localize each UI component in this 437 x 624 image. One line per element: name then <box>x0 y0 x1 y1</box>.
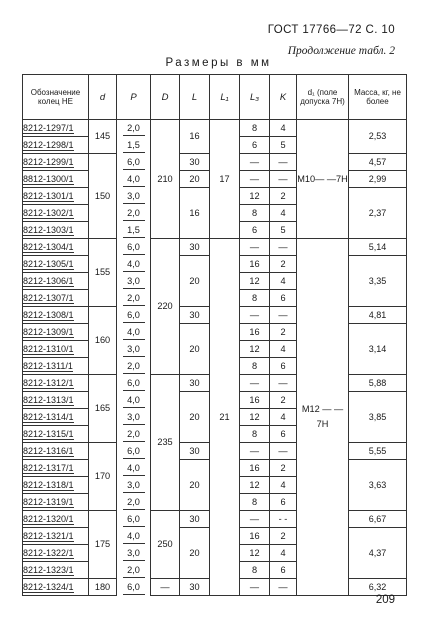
p-value: 6,0 <box>123 512 145 527</box>
cell-d: 145 <box>89 120 117 154</box>
designation-text: 8212-1308/1 <box>23 309 74 320</box>
cell-K: 4 <box>270 545 297 562</box>
cell-L3: 8 <box>240 562 270 579</box>
cell-p <box>117 137 151 154</box>
p-value: 2,0 <box>123 359 145 374</box>
cell-K: — <box>270 579 297 596</box>
cell-designation <box>23 120 89 137</box>
p-value: 3,0 <box>123 342 145 357</box>
designation-text: 8212-1311/1 <box>23 360 73 371</box>
designation-text: 8212-1299/1 <box>23 156 74 167</box>
cell-mass: 3,85 <box>349 392 407 443</box>
cell-L3: 6 <box>240 222 270 239</box>
designation-text: 8212-1313/1 <box>23 394 74 405</box>
p-value: 3,0 <box>123 546 145 561</box>
cell-p <box>117 477 151 494</box>
page-number: 209 <box>375 594 395 606</box>
cell-L3: 12 <box>240 341 270 358</box>
col-d: d <box>89 75 117 120</box>
cell-K: 6 <box>270 426 297 443</box>
cell-K: — <box>270 443 297 460</box>
p-value: 4,0 <box>123 325 145 340</box>
cell-K: 2 <box>270 256 297 273</box>
p-value: 2,0 <box>123 495 145 510</box>
cell-L3: — <box>240 375 270 392</box>
cell-mass: 3,63 <box>349 460 407 511</box>
cell-L: 20 <box>180 256 210 307</box>
cell-p <box>117 239 151 256</box>
cell-L3: 16 <box>240 392 270 409</box>
designation-text: 8212-1317/1 <box>23 462 74 473</box>
cell-mass: 2,99 <box>349 171 407 188</box>
col-L3: L₃ <box>240 75 270 120</box>
designation-text: 8212-1301/1 <box>23 190 74 201</box>
designation-text: 8212-1310/1 <box>23 343 74 354</box>
p-value: 6,0 <box>123 308 145 323</box>
cell-p <box>117 273 151 290</box>
cell-K: 6 <box>270 290 297 307</box>
cell-mass: 5,14 <box>349 239 407 256</box>
cell-p <box>117 358 151 375</box>
designation-text: 8212-1319/1 <box>23 496 74 507</box>
cell-K: 2 <box>270 528 297 545</box>
cell-L: 30 <box>180 375 210 392</box>
cell-L3: — <box>240 579 270 596</box>
cell-p <box>117 409 151 426</box>
cell-p <box>117 528 151 545</box>
cell-designation <box>23 137 89 154</box>
cell-L3: 16 <box>240 460 270 477</box>
cell-designation <box>23 358 89 375</box>
designation-text: 8212-1297/1 <box>23 122 74 133</box>
cell-d: 160 <box>89 307 117 375</box>
cell-K: - - <box>270 511 297 528</box>
cell-designation <box>23 460 89 477</box>
p-value: 4,0 <box>123 172 145 187</box>
cell-L3: 8 <box>240 290 270 307</box>
cell-K: 6 <box>270 494 297 511</box>
p-value: 4,0 <box>123 461 145 476</box>
p-value: 3,0 <box>123 189 145 204</box>
cell-L: 30 <box>180 443 210 460</box>
cell-L3: — <box>240 511 270 528</box>
cell-d: 155 <box>89 239 117 307</box>
cell-L: 30 <box>180 511 210 528</box>
cell-designation <box>23 239 89 256</box>
cell-L: 16 <box>180 188 210 239</box>
table-row <box>23 120 407 137</box>
cell-D: 220 <box>151 239 180 375</box>
designation-text: 8212-1314/1 <box>23 411 74 422</box>
cell-mass: 5,88 <box>349 375 407 392</box>
cell-L1: 17 <box>210 120 240 239</box>
cell-p <box>117 188 151 205</box>
cell-designation <box>23 579 89 596</box>
cell-L: 20 <box>180 392 210 443</box>
designation-text: 8212-1315/1 <box>23 428 74 439</box>
standard-header: ГОСТ 17766—72 С. 10 <box>267 24 395 36</box>
p-value: 2,0 <box>123 563 145 578</box>
cell-K: 2 <box>270 324 297 341</box>
cell-designation <box>23 290 89 307</box>
cell-designation <box>23 528 89 545</box>
p-value: 3,0 <box>123 410 145 425</box>
cell-L: 20 <box>180 324 210 375</box>
cell-K: 2 <box>270 188 297 205</box>
designation-text: 8212-1305/1 <box>23 258 74 269</box>
table-continuation-label: Продолжение табл. 2 <box>287 45 395 57</box>
cell-L3: 16 <box>240 324 270 341</box>
cell-designation <box>23 511 89 528</box>
col-p: P <box>117 75 151 120</box>
cell-designation <box>23 256 89 273</box>
cell-mass: 4,37 <box>349 528 407 579</box>
cell-L3: 6 <box>240 137 270 154</box>
cell-d: 150 <box>89 154 117 239</box>
p-value: 2,0 <box>123 206 145 221</box>
col-L: L <box>180 75 210 120</box>
designation-text: 8212-1316/1 <box>23 445 74 456</box>
p-value: 6,0 <box>123 444 145 459</box>
cell-K: — <box>270 154 297 171</box>
cell-L3: 16 <box>240 256 270 273</box>
cell-K: 6 <box>270 358 297 375</box>
p-value: 1,5 <box>123 223 145 238</box>
col-designation: Обозначение колец НЕ <box>23 75 89 120</box>
p-value: 4,0 <box>123 257 145 272</box>
cell-designation <box>23 477 89 494</box>
cell-p <box>117 426 151 443</box>
cell-d: 165 <box>89 375 117 443</box>
cell-p <box>117 375 151 392</box>
cell-K: — <box>270 239 297 256</box>
cell-L3: — <box>240 239 270 256</box>
cell-K: 2 <box>270 392 297 409</box>
cell-L: 20 <box>180 171 210 188</box>
cell-L3: 16 <box>240 528 270 545</box>
cell-d: 170 <box>89 443 117 511</box>
cell-mass: 2,53 <box>349 120 407 154</box>
designation-text: 8212-1307/1 <box>23 292 74 303</box>
cell-K: 4 <box>270 120 297 137</box>
cell-L: 20 <box>180 528 210 579</box>
cell-designation <box>23 494 89 511</box>
cell-mass: 6,32 <box>349 579 407 596</box>
cell-L: 30 <box>180 579 210 596</box>
p-value: 3,0 <box>123 478 145 493</box>
cell-designation <box>23 409 89 426</box>
cell-designation <box>23 171 89 188</box>
cell-K: 6 <box>270 562 297 579</box>
designation-text: 8212-1303/1 <box>23 224 74 235</box>
cell-K: 5 <box>270 222 297 239</box>
cell-designation <box>23 154 89 171</box>
cell-L3: — <box>240 443 270 460</box>
cell-designation <box>23 273 89 290</box>
cell-L: 16 <box>180 120 210 154</box>
col-d1: d₁ (поле допуска 7Н) <box>297 75 349 120</box>
cell-d: 175 <box>89 511 117 579</box>
dimensions-table <box>22 74 407 596</box>
cell-D: 210 <box>151 120 180 239</box>
p-value: 6,0 <box>123 240 145 255</box>
cell-designation <box>23 222 89 239</box>
cell-mass: 4,57 <box>349 154 407 171</box>
col-K: K <box>270 75 297 120</box>
cell-designation <box>23 426 89 443</box>
cell-D: 250 <box>151 511 180 579</box>
cell-L: 30 <box>180 154 210 171</box>
cell-designation <box>23 307 89 324</box>
cell-L3: 12 <box>240 409 270 426</box>
p-value: 2,0 <box>123 121 145 136</box>
cell-mass: 5,55 <box>349 443 407 460</box>
p-value: 6,0 <box>123 580 145 595</box>
cell-p <box>117 290 151 307</box>
cell-K: 2 <box>270 460 297 477</box>
cell-mass: 4,81 <box>349 307 407 324</box>
cell-p <box>117 392 151 409</box>
p-value: 3,0 <box>123 274 145 289</box>
cell-L: 30 <box>180 307 210 324</box>
cell-designation <box>23 392 89 409</box>
designation-text: 8212-1322/1 <box>23 547 74 558</box>
cell-L3: — <box>240 171 270 188</box>
cell-designation <box>23 375 89 392</box>
col-D: D <box>151 75 180 120</box>
cell-K: — <box>270 375 297 392</box>
cell-p <box>117 511 151 528</box>
table-header-row <box>23 75 407 120</box>
cell-mass: 2,37 <box>349 188 407 239</box>
designation-text: 8212-1324/1 <box>23 581 74 592</box>
cell-d1: М10— —7Н <box>297 120 349 239</box>
cell-K: 4 <box>270 477 297 494</box>
table-row <box>23 239 407 256</box>
cell-L3: 8 <box>240 494 270 511</box>
col-mass: Масса, кг, не более <box>349 75 407 120</box>
designation-text: 8212-1302/1 <box>23 207 74 218</box>
designation-text: 8212-1298/1 <box>23 139 74 150</box>
cell-K: 4 <box>270 341 297 358</box>
designation-text: 8212-1323/1 <box>23 564 74 575</box>
designation-text: 8212-1320/1 <box>23 513 74 524</box>
cell-designation <box>23 341 89 358</box>
p-value: 4,0 <box>123 393 145 408</box>
cell-D: — <box>151 579 180 596</box>
designation-text: 8212-1318/1 <box>23 479 74 490</box>
cell-L3: 8 <box>240 205 270 222</box>
cell-designation <box>23 205 89 222</box>
cell-p <box>117 120 151 137</box>
cell-p <box>117 324 151 341</box>
cell-designation <box>23 545 89 562</box>
cell-L1: 21 <box>210 239 240 596</box>
cell-L3: 12 <box>240 273 270 290</box>
cell-L3: 12 <box>240 545 270 562</box>
designation-text: 8212-1312/1 <box>23 377 74 388</box>
p-value: 1,5 <box>123 138 145 153</box>
cell-p <box>117 545 151 562</box>
cell-L: 20 <box>180 460 210 511</box>
cell-p <box>117 460 151 477</box>
cell-p <box>117 443 151 460</box>
cell-K: — <box>270 171 297 188</box>
cell-p <box>117 171 151 188</box>
cell-designation <box>23 443 89 460</box>
cell-L3: 8 <box>240 426 270 443</box>
p-value: 6,0 <box>123 155 145 170</box>
cell-K: 4 <box>270 409 297 426</box>
cell-designation <box>23 324 89 341</box>
designation-text: 8812-1300/1 <box>23 173 74 184</box>
cell-p <box>117 307 151 324</box>
cell-mass: 3,35 <box>349 256 407 307</box>
designation-text: 8212-1306/1 <box>23 275 74 286</box>
cell-designation <box>23 562 89 579</box>
designation-text: 8212-1321/1 <box>23 530 74 541</box>
cell-L3: 12 <box>240 188 270 205</box>
p-value: 4,0 <box>123 529 145 544</box>
cell-K: 4 <box>270 205 297 222</box>
p-value: 6,0 <box>123 376 145 391</box>
cell-p <box>117 341 151 358</box>
cell-d1: М12 — —7Н <box>297 239 349 596</box>
cell-L3: 8 <box>240 120 270 137</box>
cell-L3: — <box>240 307 270 324</box>
cell-p <box>117 256 151 273</box>
cell-p <box>117 154 151 171</box>
cell-p <box>117 205 151 222</box>
p-value: 2,0 <box>123 427 145 442</box>
cell-mass: 3,14 <box>349 324 407 375</box>
sizes-caption: Размеры в мм <box>165 57 272 69</box>
cell-p <box>117 222 151 239</box>
cell-K: 5 <box>270 137 297 154</box>
cell-mass: 6,67 <box>349 511 407 528</box>
cell-L: 30 <box>180 239 210 256</box>
cell-K: 4 <box>270 273 297 290</box>
cell-L3: 8 <box>240 358 270 375</box>
col-L1: L₁ <box>210 75 240 120</box>
cell-p <box>117 579 151 596</box>
cell-L3: — <box>240 154 270 171</box>
p-value: 2,0 <box>123 291 145 306</box>
cell-D: 235 <box>151 375 180 511</box>
cell-p <box>117 494 151 511</box>
cell-K: — <box>270 307 297 324</box>
cell-p <box>117 562 151 579</box>
cell-designation <box>23 188 89 205</box>
cell-d: 180 <box>89 579 117 596</box>
designation-text: 8212-1309/1 <box>23 326 74 337</box>
cell-L3: 12 <box>240 477 270 494</box>
designation-text: 8212-1304/1 <box>23 241 74 252</box>
